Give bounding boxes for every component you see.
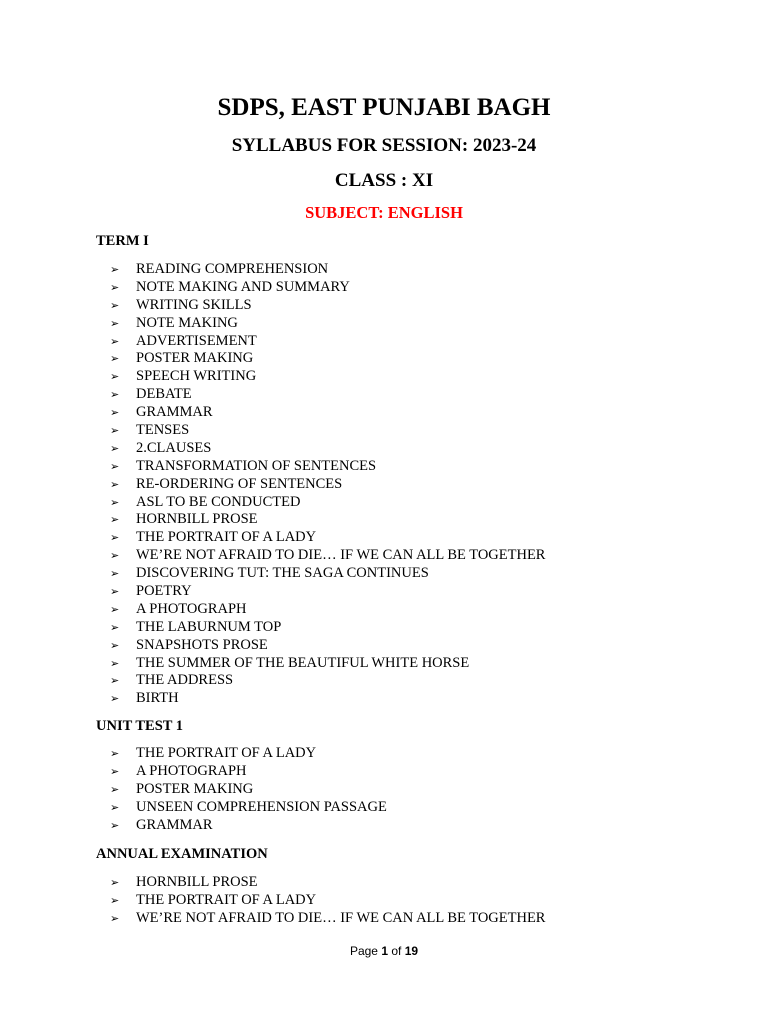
footer-current-page: 1 <box>381 944 388 958</box>
list-item-text: DISCOVERING TUT: THE SAGA CONTINUES <box>136 565 429 582</box>
list-item-text: GRAMMAR <box>136 404 213 421</box>
list-item <box>110 690 545 708</box>
list-item-text: POETRY <box>136 583 192 600</box>
list-item-text: READING COMPREHENSION <box>136 261 329 277</box>
list-item <box>110 386 545 404</box>
list-item-text: UNSEEN COMPREHENSION PASSAGE <box>136 798 387 815</box>
arrow-bullet-icon: ➢ <box>110 263 120 276</box>
list-item-text: RE-ORDERING OF SENTENCES <box>136 475 343 492</box>
footer-of-word: of <box>391 944 402 958</box>
list-item <box>110 583 545 601</box>
list-item-text: A PHOTOGRAPH <box>136 600 247 617</box>
unit-test-1-list <box>110 745 387 834</box>
list-item <box>110 892 545 910</box>
arrow-bullet-icon: ➢ <box>110 620 120 634</box>
list-item <box>110 910 545 928</box>
list-item-text: NOTE MAKING AND SUMMARY <box>136 278 350 295</box>
footer-page-word: Page <box>349 944 378 958</box>
section-heading-annual-exam: ANNUAL EXAMINATION <box>96 846 268 862</box>
list-item-text: BIRTH <box>136 690 179 707</box>
list-item-text: THE PORTRAIT OF A LADY <box>136 529 317 546</box>
section-heading-unit-test-1: UNIT TEST 1 <box>96 718 184 734</box>
list-item-text: ASL TO BE CONDUCTED <box>136 493 301 510</box>
list-item-text: THE LABURNUM TOP <box>136 618 282 635</box>
list-item-text: THE SUMMER OF THE BEAUTIFUL WHITE HORSE <box>136 654 470 671</box>
list-item-text: WE’RE NOT AFRAID TO DIE… IF WE CAN ALL BE TOGETHER <box>136 547 546 564</box>
list-item <box>110 655 545 673</box>
list-item <box>110 511 545 529</box>
list-item <box>110 547 545 565</box>
arrow-bullet-icon: ➢ <box>110 531 120 545</box>
list-item-text: WRITING SKILLS <box>136 296 252 313</box>
list-item <box>110 404 545 422</box>
arrow-bullet-icon: ➢ <box>110 334 120 348</box>
list-item-text: POSTER MAKING <box>136 780 254 797</box>
annual-exam-list <box>110 874 545 928</box>
arrow-bullet-icon: ➢ <box>110 424 120 438</box>
list-item <box>110 350 545 368</box>
list-item <box>110 476 545 494</box>
list-item-text: A PHOTOGRAPH <box>136 762 247 779</box>
arrow-bullet-icon: ➢ <box>110 370 120 384</box>
list-item-text: ADVERTISEMENT <box>136 332 257 349</box>
list-item-text: 2.CLAUSES <box>136 439 212 456</box>
arrow-bullet-icon: ➢ <box>110 674 120 688</box>
arrow-bullet-icon: ➢ <box>110 513 120 527</box>
arrow-bullet-icon: ➢ <box>110 818 120 832</box>
arrow-bullet-icon: ➢ <box>110 406 120 420</box>
arrow-bullet-icon: ➢ <box>110 298 120 312</box>
list-item <box>110 565 545 583</box>
footer-total-pages: 19 <box>404 944 419 958</box>
arrow-bullet-icon: ➢ <box>110 316 120 330</box>
list-item-text: THE PORTRAIT OF A LADY <box>136 745 317 761</box>
arrow-bullet-icon: ➢ <box>110 764 120 778</box>
arrow-bullet-icon: ➢ <box>110 441 120 455</box>
arrow-bullet-icon: ➢ <box>110 692 120 706</box>
list-item-text: HORNBILL PROSE <box>136 511 258 528</box>
list-item-text: THE ADDRESS <box>136 672 234 689</box>
list-item <box>110 619 545 637</box>
arrow-bullet-icon: ➢ <box>110 477 120 491</box>
list-item-text: TRANSFORMATION OF SENTENCES <box>136 457 377 474</box>
list-item <box>110 745 387 763</box>
arrow-bullet-icon: ➢ <box>110 893 120 907</box>
list-item-text: SNAPSHOTS PROSE <box>136 636 268 653</box>
arrow-bullet-icon: ➢ <box>110 800 120 814</box>
list-item <box>110 799 387 817</box>
list-item <box>110 440 545 458</box>
list-item <box>110 494 545 512</box>
school-title: SDPS, EAST PUNJABI BAGH <box>217 94 551 121</box>
list-item <box>110 297 545 315</box>
arrow-bullet-icon: ➢ <box>110 638 120 652</box>
page-footer <box>0 944 768 958</box>
term-1-list <box>110 261 545 708</box>
list-item <box>110 637 545 655</box>
list-item-text: WE’RE NOT AFRAID TO DIE… IF WE CAN ALL BE TOGETHER <box>136 909 546 926</box>
session-title: SYLLABUS FOR SESSION: 2023-24 <box>231 135 537 156</box>
arrow-bullet-icon: ➢ <box>110 567 120 581</box>
list-item-text: POSTER MAKING <box>136 350 254 367</box>
list-item-text: THE PORTRAIT OF A LADY <box>136 891 317 908</box>
arrow-bullet-icon: ➢ <box>110 602 120 616</box>
list-item <box>110 763 387 781</box>
list-item <box>110 279 545 297</box>
list-item <box>110 781 387 799</box>
list-item-text: DEBATE <box>136 386 192 403</box>
arrow-bullet-icon: ➢ <box>110 911 120 925</box>
list-item-text: HORNBILL PROSE <box>136 874 258 890</box>
arrow-bullet-icon: ➢ <box>110 352 120 366</box>
arrow-bullet-icon: ➢ <box>110 459 120 473</box>
list-item <box>110 368 545 386</box>
list-item-text: GRAMMAR <box>136 816 213 833</box>
list-item <box>110 333 545 351</box>
arrow-bullet-icon: ➢ <box>110 656 120 670</box>
list-item <box>110 874 545 892</box>
section-heading-term-1: TERM I <box>96 233 149 249</box>
arrow-bullet-icon: ➢ <box>110 280 120 294</box>
list-item <box>110 817 387 835</box>
list-item-text: SPEECH WRITING <box>136 368 257 385</box>
list-item <box>110 315 545 333</box>
arrow-bullet-icon: ➢ <box>110 585 120 599</box>
arrow-bullet-icon: ➢ <box>110 747 120 760</box>
list-item <box>110 458 545 476</box>
arrow-bullet-icon: ➢ <box>110 495 120 509</box>
subject-title: SUBJECT: ENGLISH <box>305 203 463 222</box>
arrow-bullet-icon: ➢ <box>110 388 120 402</box>
list-item-text: NOTE MAKING <box>136 314 238 331</box>
arrow-bullet-icon: ➢ <box>110 549 120 563</box>
arrow-bullet-icon: ➢ <box>110 876 120 889</box>
class-title: CLASS : XI <box>334 170 434 191</box>
list-item <box>110 261 545 279</box>
list-item <box>110 422 545 440</box>
arrow-bullet-icon: ➢ <box>110 782 120 796</box>
list-item <box>110 672 545 690</box>
list-item <box>110 529 545 547</box>
list-item <box>110 601 545 619</box>
list-item-text: TENSES <box>136 422 190 439</box>
